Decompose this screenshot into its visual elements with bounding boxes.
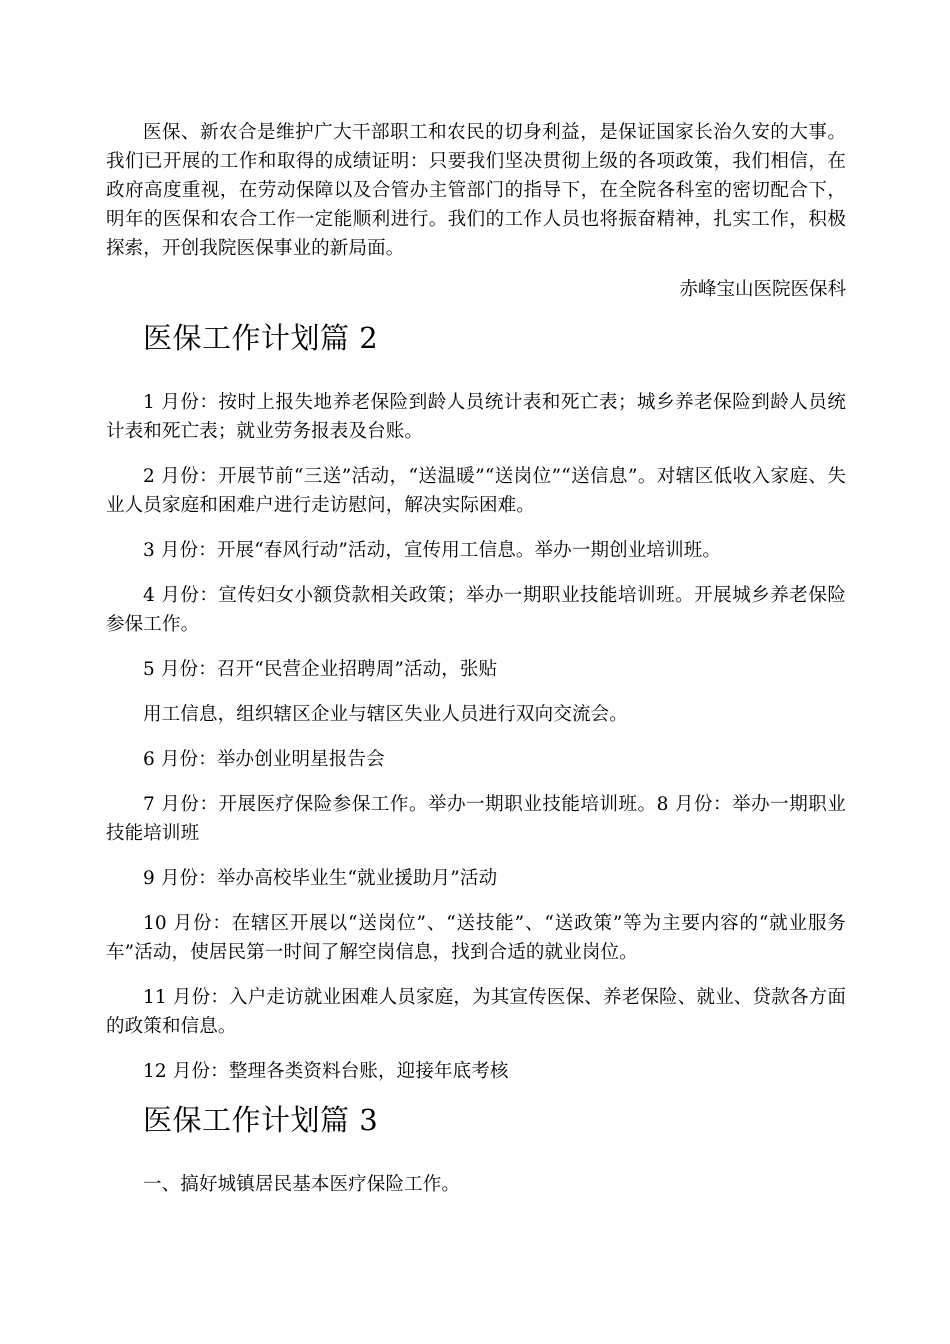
section-2-title: 医保工作计划篇 2: [143, 321, 379, 355]
plan-september: 9 月份：举办高校毕业生“就业援助月”活动: [143, 868, 498, 889]
plan-december: 12 月份：整理各类资料台账，迎接年底考核: [143, 1061, 509, 1082]
section-3-title: 医保工作计划篇 3: [143, 1103, 379, 1137]
plan-july-august: 7 月份：开展医疗保险参保工作。举办一期职业技能培训班。8 月份：举办一期职业技能培训班: [106, 794, 846, 844]
plan-march: 3 月份：开展“春风行动”活动，宣传用工信息。举办一期创业培训班。: [143, 540, 722, 561]
plan-june: 6 月份：举办创业明星报告会: [143, 749, 385, 770]
intro-paragraph: 医保、新农合是维护广大干部职工和农民的切身利益，是保证国家长治久安的大事。我们已开展的工作和取得的成绩证明：只要我们坚决贯彻上级的各项政策，我们相信，在政府高度重视，在劳动保障以及合管办主管部门的指导下，在全院各科室的密切配合下，明年的医保和农合工作一定能顺利进行。我们的工作人员也将振奋精神，扎实工作，积极探索，开创我院医保事业的新局面。: [106, 122, 846, 259]
plan-april: 4 月份：宣传妇女小额贷款相关政策；举办一期职业技能培训班。开展城乡养老保险参保工作。: [106, 585, 846, 635]
plan-february: 2 月份：开展节前“三送”活动，“送温暖”“送岗位”“送信息”。对辖区低收入家庭、失业人员家庭和困难户进行走访慰问，解决实际困难。: [106, 466, 846, 516]
section-3-item-1: 一、搞好城镇居民基本医疗保险工作。: [143, 1174, 461, 1195]
plan-october: 10 月份：在辖区开展以“送岗位”、“送技能”、“送政策”等为主要内容的“就业服务车”活动，使居民第一时间了解空岗信息，找到合适的就业岗位。: [106, 913, 846, 963]
signature: 赤峰宝山医院医保科: [679, 279, 846, 300]
document-body: [106, 118, 846, 1199]
plan-may: 5 月份：召开“民营企业招聘周”活动，张贴: [143, 659, 498, 680]
plan-may-continued: 用工信息，组织辖区企业与辖区失业人员进行双向交流会。: [143, 704, 628, 725]
plan-january: 1 月份：按时上报失地养老保险到龄人员统计表和死亡表；城乡养老保险到龄人员统计表和死亡表；就业劳务报表及台账。: [106, 392, 846, 442]
plan-november: 11 月份：入户走访就业困难人员家庭，为其宣传医保、养老保险、就业、贷款各方面的政策和信息。: [106, 987, 846, 1037]
